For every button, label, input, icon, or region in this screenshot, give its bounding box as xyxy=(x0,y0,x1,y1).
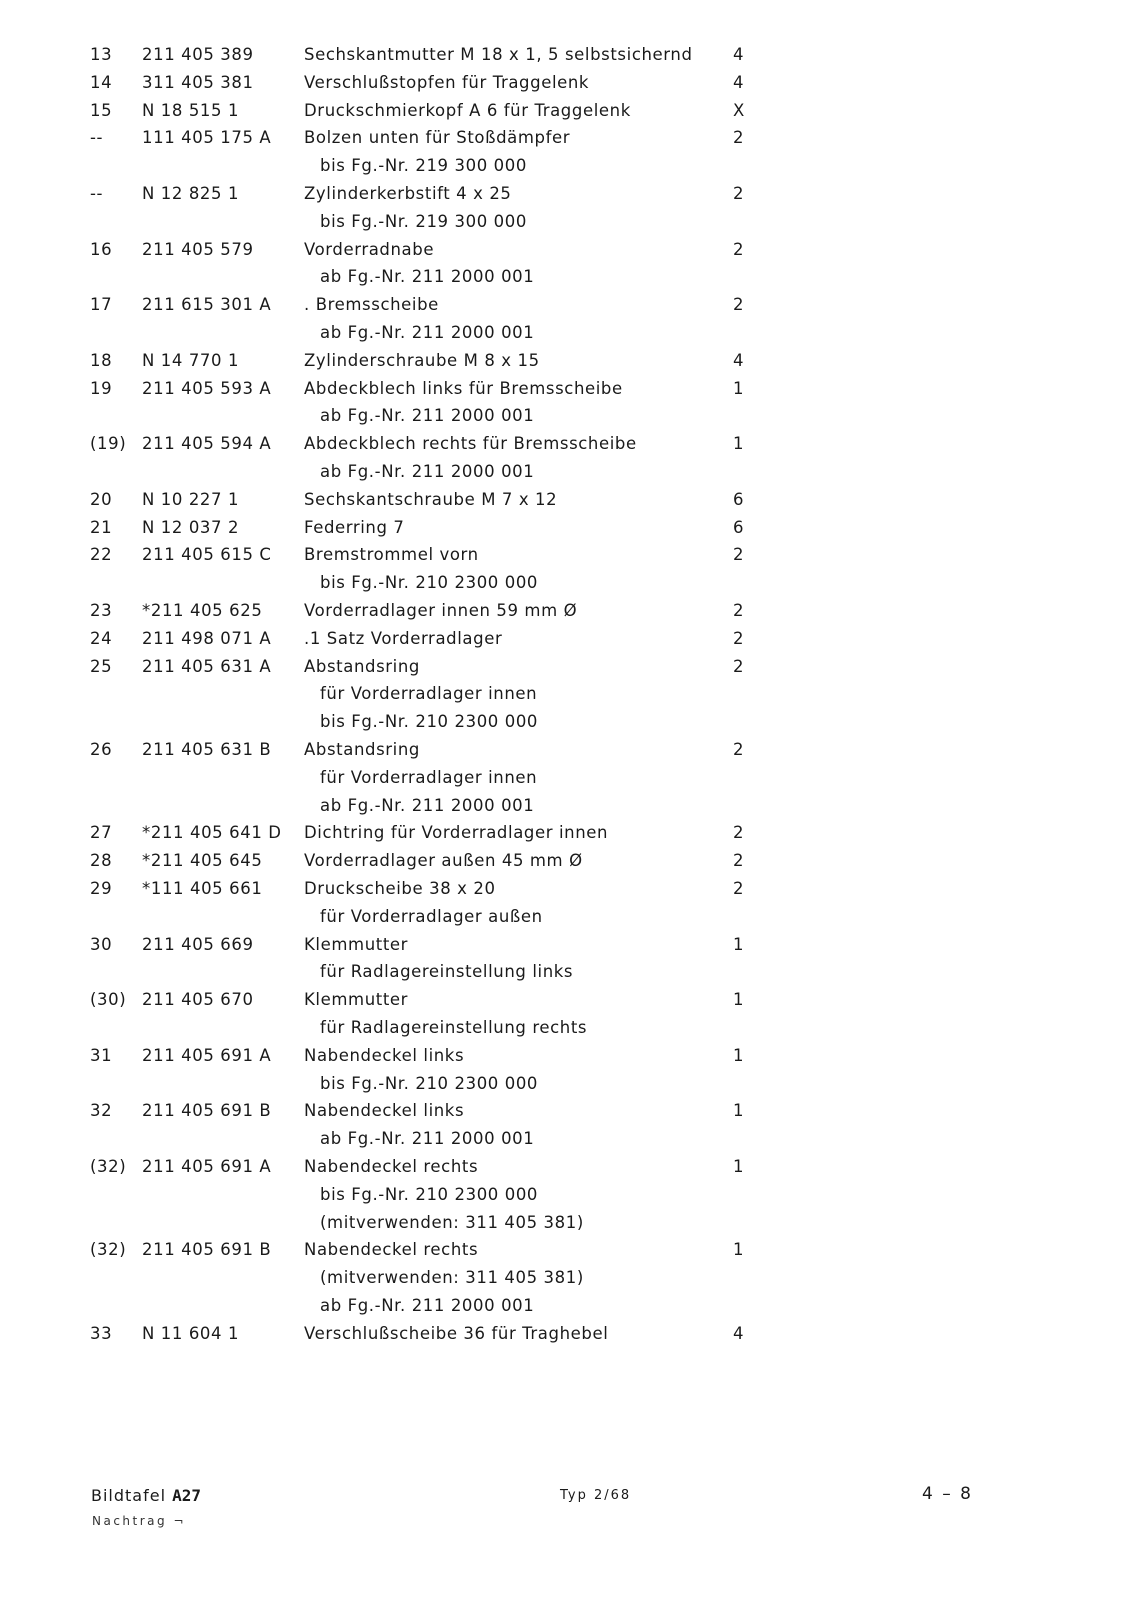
part-number: 111 405 175 A xyxy=(142,128,272,148)
part-number: 211 405 691 A xyxy=(142,1157,272,1176)
part-number: N 11 604 1 xyxy=(142,1323,240,1343)
quantity: 2 xyxy=(733,823,745,843)
part-number: 211 405 670 xyxy=(142,990,254,1010)
part-number: N 10 227 1 xyxy=(142,489,240,509)
part-number: N 18 515 1 xyxy=(142,100,240,120)
part-note: ab Fg.-Nr. 211 2000 001 xyxy=(320,1129,535,1149)
part-note: (mitverwenden: 311 405 381) xyxy=(320,1212,584,1232)
part-row xyxy=(0,985,1133,1015)
part-description: Verschlußstopfen für Traggelenk xyxy=(304,72,590,92)
pos-number: (30) xyxy=(90,990,127,1010)
quantity: 1 xyxy=(733,934,745,954)
quantity: 4 xyxy=(733,1323,745,1343)
quantity: 2 xyxy=(733,184,745,203)
part-note: ab Fg.-Nr. 211 2000 001 xyxy=(320,795,535,815)
part-row xyxy=(0,874,1133,904)
part-row xyxy=(0,513,1133,543)
pos-number: 21 xyxy=(90,517,113,537)
part-row xyxy=(0,624,1133,654)
part-row xyxy=(0,652,1133,682)
pos-number: (19) xyxy=(90,434,127,454)
part-description: Vorderradlager innen 59 mm Ø xyxy=(304,601,578,620)
plate-label: Bildtafel A27 xyxy=(91,1486,202,1505)
pos-number: 31 xyxy=(90,1045,113,1065)
part-number: N 12 825 1 xyxy=(142,184,240,203)
quantity: 2 xyxy=(733,851,745,871)
part-note: bis Fg.-Nr. 219 300 000 xyxy=(320,156,527,176)
part-description: Abstandsring xyxy=(304,740,420,759)
part-row xyxy=(0,346,1133,376)
quantity: 2 xyxy=(733,295,745,315)
pos-number: 22 xyxy=(90,545,113,565)
type-label: Typ 2/68 xyxy=(560,1488,632,1503)
part-number: 211 405 389 xyxy=(142,45,254,64)
quantity: 6 xyxy=(733,517,745,537)
part-number: *211 405 625 xyxy=(142,601,263,620)
quantity: 1 xyxy=(733,378,745,398)
pos-number: 14 xyxy=(90,72,113,92)
part-number: *211 405 641 D xyxy=(142,823,282,843)
pos-number: 20 xyxy=(90,489,113,509)
part-note: ab Fg.-Nr. 211 2000 001 xyxy=(320,406,535,426)
part-description: .1 Satz Vorderradlager xyxy=(304,628,503,648)
part-number: 311 405 381 xyxy=(142,72,254,92)
pos-number: 23 xyxy=(90,601,113,620)
part-description: Nabendeckel rechts xyxy=(304,1240,479,1260)
part-description: Klemmutter xyxy=(304,934,409,954)
part-row xyxy=(0,930,1133,960)
part-row xyxy=(0,235,1133,265)
part-note: bis Fg.-Nr. 210 2300 000 xyxy=(320,712,539,732)
part-description: Vorderradlager außen 45 mm Ø xyxy=(304,851,583,871)
part-description: Abdeckblech rechts für Bremsscheibe xyxy=(304,434,637,454)
part-description: Bremstrommel vorn xyxy=(304,545,479,565)
pos-number: -- xyxy=(90,184,104,203)
pos-number: 33 xyxy=(90,1323,113,1343)
quantity: 2 xyxy=(733,656,745,676)
part-row xyxy=(0,846,1133,876)
part-number: N 12 037 2 xyxy=(142,517,240,537)
quantity: 2 xyxy=(733,601,745,620)
part-number: 211 405 579 xyxy=(142,239,254,259)
quantity: 1 xyxy=(733,1045,745,1065)
part-row xyxy=(0,818,1133,848)
part-row xyxy=(0,596,1133,626)
pos-number: 32 xyxy=(90,1101,113,1121)
part-description: Dichtring für Vorderradlager innen xyxy=(304,823,609,843)
quantity: 2 xyxy=(733,128,745,148)
part-description: Abstandsring xyxy=(304,656,420,676)
pos-number: 18 xyxy=(90,350,113,370)
quantity: 1 xyxy=(733,1157,745,1176)
part-note: ab Fg.-Nr. 211 2000 001 xyxy=(320,462,535,481)
part-number: 211 405 669 xyxy=(142,934,254,954)
part-row xyxy=(0,1235,1133,1265)
pos-number: 15 xyxy=(90,100,113,120)
part-row xyxy=(0,179,1133,209)
quantity: 2 xyxy=(733,740,745,759)
pos-number: 28 xyxy=(90,851,113,871)
part-description: Sechskantschraube M 7 x 12 xyxy=(304,489,558,509)
pos-number: 26 xyxy=(90,740,113,759)
quantity: 4 xyxy=(733,350,745,370)
part-note: ab Fg.-Nr. 211 2000 001 xyxy=(320,323,535,342)
part-description: Klemmutter xyxy=(304,990,409,1010)
part-note: bis Fg.-Nr. 219 300 000 xyxy=(320,211,527,231)
part-description: Nabendeckel links xyxy=(304,1045,465,1065)
pos-number: 24 xyxy=(90,628,113,648)
part-description: Bolzen unten für Stoßdämpfer xyxy=(304,128,571,148)
part-description: Abdeckblech links für Bremsscheibe xyxy=(304,378,623,398)
part-row xyxy=(0,429,1133,459)
supplement-note: Nachtrag ¬ xyxy=(92,1514,187,1528)
part-description: Zylinderkerbstift 4 x 25 xyxy=(304,184,512,203)
part-note: für Vorderradlager außen xyxy=(320,906,543,926)
quantity: 4 xyxy=(733,72,745,92)
pos-number: 16 xyxy=(90,239,113,259)
part-row xyxy=(0,1152,1133,1182)
page-footer xyxy=(0,1486,1133,1566)
quantity: 1 xyxy=(733,990,745,1010)
part-description: Zylinderschraube M 8 x 15 xyxy=(304,350,540,370)
part-note: für Radlagereinstellung rechts xyxy=(320,1018,588,1037)
part-row xyxy=(0,1319,1133,1349)
quantity: X xyxy=(733,100,745,120)
part-number: 211 405 631 B xyxy=(142,740,272,759)
part-number: 211 405 691 B xyxy=(142,1240,272,1260)
quantity: 6 xyxy=(733,489,745,509)
quantity: 1 xyxy=(733,1101,745,1121)
part-number: 211 405 593 A xyxy=(142,378,272,398)
part-note: für Vorderradlager innen xyxy=(320,684,538,704)
part-note: (mitverwenden: 311 405 381) xyxy=(320,1268,584,1288)
pos-number: 13 xyxy=(90,45,113,64)
part-number: 211 405 615 C xyxy=(142,545,272,565)
pos-number: (32) xyxy=(90,1157,127,1176)
part-row xyxy=(0,1096,1133,1126)
part-number: *111 405 661 xyxy=(142,879,263,898)
part-row xyxy=(0,485,1133,515)
part-description: Nabendeckel links xyxy=(304,1101,465,1121)
part-number: 211 405 594 A xyxy=(142,434,272,454)
part-number: 211 405 631 A xyxy=(142,656,272,676)
pos-number: (32) xyxy=(90,1240,127,1260)
quantity: 1 xyxy=(733,1240,745,1260)
pos-number: 30 xyxy=(90,934,113,954)
pos-number: 17 xyxy=(90,295,113,315)
part-description: Verschlußscheibe 36 für Traghebel xyxy=(304,1323,609,1343)
part-row xyxy=(0,96,1133,126)
part-number: 211 498 071 A xyxy=(142,628,272,648)
part-note: ab Fg.-Nr. 211 2000 001 xyxy=(320,267,535,287)
quantity: 4 xyxy=(733,45,745,64)
part-note: für Vorderradlager innen xyxy=(320,767,538,787)
part-description: Sechskantmutter M 18 x 1, 5 selbstsichernd xyxy=(304,45,693,64)
part-description: . Bremsscheibe xyxy=(304,295,439,315)
part-number: *211 405 645 xyxy=(142,851,263,871)
quantity: 2 xyxy=(733,239,745,259)
part-number: 211 615 301 A xyxy=(142,295,272,315)
part-row xyxy=(0,735,1133,765)
pos-number: 27 xyxy=(90,823,113,843)
pos-number: 25 xyxy=(90,656,113,676)
part-description: Vorderradnabe xyxy=(304,239,435,259)
part-note: ab Fg.-Nr. 211 2000 001 xyxy=(320,1296,535,1315)
page-number: 4 – 8 xyxy=(922,1484,973,1504)
quantity: 2 xyxy=(733,545,745,565)
part-number: 211 405 691 B xyxy=(142,1101,272,1121)
part-note: für Radlagereinstellung links xyxy=(320,962,574,982)
pos-number: 29 xyxy=(90,879,113,898)
part-description: Federring 7 xyxy=(304,517,405,537)
part-note: bis Fg.-Nr. 210 2300 000 xyxy=(320,1073,539,1093)
part-row xyxy=(0,68,1133,98)
part-number: 211 405 691 A xyxy=(142,1045,272,1065)
quantity: 1 xyxy=(733,434,745,454)
part-description: Druckscheibe 38 x 20 xyxy=(304,879,496,898)
part-note: bis Fg.-Nr. 210 2300 000 xyxy=(320,573,539,593)
part-row xyxy=(0,1041,1133,1071)
plate-number: A27 xyxy=(172,1486,202,1505)
part-row xyxy=(0,374,1133,404)
part-description: Nabendeckel rechts xyxy=(304,1157,479,1176)
part-row xyxy=(0,123,1133,153)
part-note: bis Fg.-Nr. 210 2300 000 xyxy=(320,1184,539,1204)
part-description: Druckschmierkopf A 6 für Traggelenk xyxy=(304,100,631,120)
quantity: 2 xyxy=(733,628,745,648)
part-number: N 14 770 1 xyxy=(142,350,240,370)
part-row xyxy=(0,290,1133,320)
pos-number: -- xyxy=(90,128,104,148)
part-row xyxy=(0,40,1133,70)
quantity: 2 xyxy=(733,879,745,898)
pos-number: 19 xyxy=(90,378,113,398)
part-row xyxy=(0,540,1133,570)
